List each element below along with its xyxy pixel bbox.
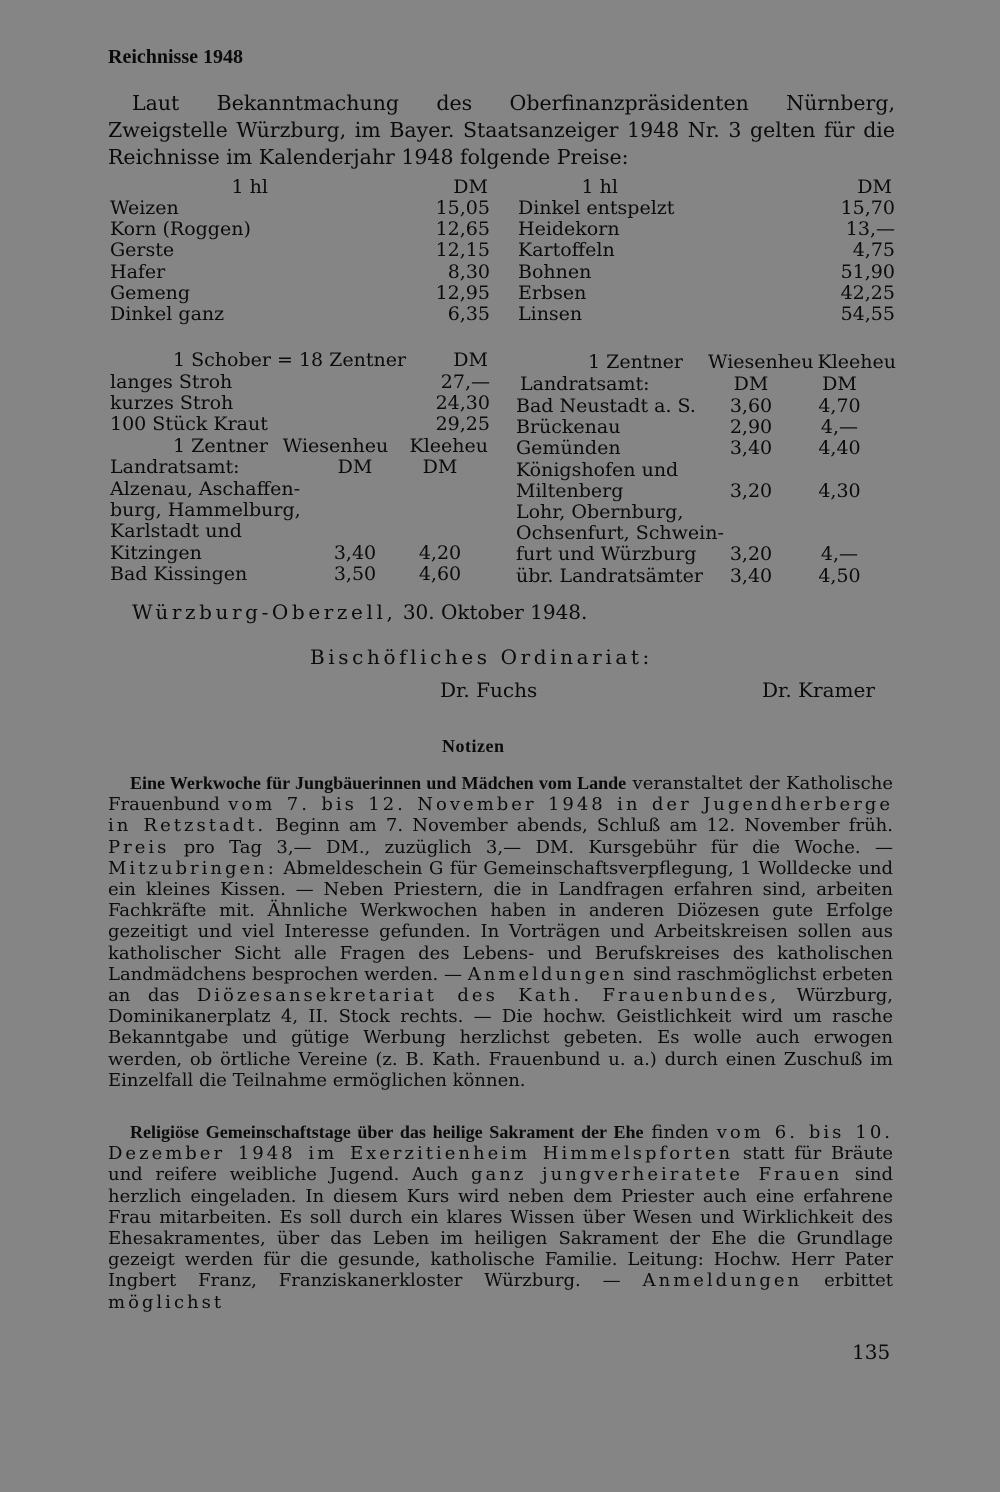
hay-right-header-cell: Wiesenheu xyxy=(708,351,814,373)
hay-right-cell: Ochsenfurt, Schwein- xyxy=(516,522,724,545)
grain-right-row xyxy=(518,198,895,219)
hay-left-cell: Bad Kissingen xyxy=(110,562,248,585)
hay-left-cell xyxy=(320,479,390,500)
straw-header-cell: DM xyxy=(453,349,488,371)
grain-left-cell: Weizen xyxy=(110,197,179,219)
straw-cell: kurzes Stroh xyxy=(110,392,234,415)
spaced-run: vom 7. bis 12. November 1948 in der Jugendherberge in Retzstadt. xyxy=(108,794,893,837)
hay-right-cell: Lohr, Obernburg, xyxy=(516,501,684,523)
hay-left-row xyxy=(110,564,490,585)
hay-right-row xyxy=(516,438,897,459)
dateline xyxy=(132,600,587,624)
straw-cell: langes Stroh xyxy=(110,371,233,393)
grain-right-cell: Erbsen xyxy=(518,281,587,304)
text-run: sind herzlich eingeladen. In diesem Kurs wird neben dem Priester auch eine erfahrene Frau mitarbeiten. Es soll durch ein klares Wissen über Wesen und Wirklichkeit des Ehesakramentes, über das Leben im heiligen Sakrament der Ehe die Grundlage gezeigt werden für die gesunde, katholische Familie. Leitung: Hochw. Herr Pater Ingbert Franz, Franziskanerkloster Würzburg. — xyxy=(108,1164,893,1292)
grain-right-cell: 13,— xyxy=(845,218,895,241)
hay-right-cell: Gemünden xyxy=(516,437,621,460)
hay-left-header2-row xyxy=(110,457,490,478)
hay-right-header-row xyxy=(518,352,896,373)
grain-left-cell: Korn (Roggen) xyxy=(110,218,251,241)
hay-right-row xyxy=(516,523,897,544)
dateline-date: 30. Oktober 1948. xyxy=(402,600,588,624)
spaced-run: Mitzubringen: xyxy=(108,857,277,879)
hay-right-cell: 3,60 xyxy=(729,395,773,417)
hay-left-header-cell: 1 Zentner xyxy=(173,435,269,457)
notice-gemeinschaftstage-title: Religiöse Gemeinschaftstage über das heilige Sakrament der Ehe xyxy=(130,1122,644,1142)
grain-left-cell: Gemeng xyxy=(110,281,191,304)
hay-left-header-cell xyxy=(108,436,173,457)
grain-right-cell: 4,75 xyxy=(852,239,895,262)
grain-right-row xyxy=(518,262,895,283)
spaced-run: Anmeldungen xyxy=(467,963,628,985)
grain-left-row xyxy=(110,219,490,240)
grain-right-cell: 51,90 xyxy=(840,260,895,283)
spaced-run: Diözesansekretariat des Kath. Frauenbundes, xyxy=(196,985,780,1007)
grain-left-header-cell: DM xyxy=(453,176,488,198)
hay-left-header-cell: Wiesenheu xyxy=(282,435,389,457)
straw-row xyxy=(110,414,490,435)
hay-right-row xyxy=(516,566,897,587)
hay-left-header-cell: Kleeheu xyxy=(409,435,488,457)
hay-left-row xyxy=(110,543,490,564)
text-run: Würzburg, Dominikanerplatz 4, II. Stock rechts. — Die hochw. Geistlichkeit wird um rasche Bekanntgabe und gütige Werbung herzlichst gebeten. Es wolle auch erwogen werden, ob örtliche Vereine (z. B. Kath. Frauenbund u. a.) durch einen Zuschuß im Einzelfall die Teilnahme ermöglichen können. xyxy=(108,985,893,1091)
hay-right-cell: Brückenau xyxy=(516,416,621,439)
hay-left-row xyxy=(110,521,490,542)
hay-right-row xyxy=(516,544,897,565)
grain-left-row xyxy=(110,262,490,283)
hay-left-row xyxy=(110,479,490,500)
hay-right-row xyxy=(516,417,897,438)
grain-left-cell: 6,35 xyxy=(447,303,490,325)
hay-right-cell: 3,40 xyxy=(729,564,773,587)
hay-left-header2-cell: DM xyxy=(422,456,458,478)
issuing-authority: Bischöfliches Ordinariat: xyxy=(310,645,653,669)
text-run: erbittet xyxy=(802,1270,893,1292)
hay-left-cell xyxy=(320,500,390,521)
spaced-run: möglichst xyxy=(108,1291,225,1313)
grain-right-cell: 42,25 xyxy=(840,281,895,304)
straw-row xyxy=(110,372,490,393)
hay-right-cell xyxy=(782,523,897,544)
hay-left-header-row xyxy=(108,436,488,457)
hay-right-cell: furt und Würzburg xyxy=(516,543,697,566)
hay-left-cell: 4,60 xyxy=(418,562,462,585)
text-run: pro Tag 3,— DM., zuzüglich 3,— DM. Kursgebühr für die Woche. — xyxy=(169,836,893,858)
signature-fuchs: Dr. Fuchs xyxy=(440,678,538,702)
hay-left-cell: burg, Hammelburg, xyxy=(110,499,301,522)
spaced-run: ganz jungverheiratete Frauen xyxy=(471,1164,843,1186)
hay-right-cell xyxy=(782,460,897,481)
straw-cell: 29,25 xyxy=(435,413,490,436)
text-run: veranstaltet der Katholische Frauenbund xyxy=(108,773,893,816)
grain-left-cell: Dinkel ganz xyxy=(110,303,225,325)
hay-right-row xyxy=(516,460,897,481)
text-run: finden xyxy=(643,1122,717,1143)
hay-right-header2-cell: DM xyxy=(822,373,857,395)
hay-right-cell xyxy=(720,502,782,523)
dateline-place: Würzburg-Oberzell, xyxy=(132,600,397,624)
hay-right-header-cell: Kleeheu xyxy=(817,351,896,373)
grain-left-cell: Hafer xyxy=(110,260,166,283)
notice-werkwoche-title: Eine Werkwoche für Jungbäuerinnen und Mädchen vom Lande xyxy=(130,773,627,793)
straw-cell: 100 Stück Kraut xyxy=(110,413,268,436)
grain-right-cell: 54,55 xyxy=(840,303,895,325)
grain-left-cell: 12,15 xyxy=(435,239,490,262)
hay-right-header2-cell: Landratsamt: xyxy=(520,373,650,395)
hay-left-cell: Karlstadt und xyxy=(110,520,242,543)
hay-left-cell: 3,50 xyxy=(333,562,377,585)
grain-right-row xyxy=(518,219,895,240)
hay-right-cell: 3,20 xyxy=(729,543,773,566)
hay-right-row xyxy=(516,502,897,523)
straw-header-row xyxy=(108,350,488,371)
text-run: Beginn am 7. November abends, Schluß am 12. November früh. xyxy=(266,815,893,837)
hay-right-cell xyxy=(720,523,782,544)
hay-right-cell: Bad Neustadt a. S. xyxy=(516,395,696,417)
hay-right-cell: 4,30 xyxy=(818,479,861,502)
grain-right-row xyxy=(518,283,895,304)
grain-left-header-cell: 1 hl xyxy=(231,176,268,198)
hay-right-header2-row xyxy=(520,374,897,395)
grain-right-row xyxy=(518,240,895,261)
grain-right-cell: Bohnen xyxy=(518,260,592,283)
hay-left-cell: 4,20 xyxy=(418,541,462,564)
straw-cell: 27,— xyxy=(440,371,490,393)
intro-paragraph: Laut Bekanntmachung des Oberfinanzpräsidenten Nürnberg, Zweigstelle Würzburg, im Bayer. Staatsanzeiger 1948 Nr. 3 gelten für die Reichnisse im Kalenderjahr 1948 folgende Preise: xyxy=(108,91,895,169)
straw-cell: 24,30 xyxy=(435,392,490,415)
straw-row xyxy=(110,393,490,414)
grain-right-cell: 15,70 xyxy=(840,197,895,219)
hay-right-cell: 2,90 xyxy=(729,416,773,439)
hay-left-header2-cell: DM xyxy=(337,456,373,478)
hay-right-cell xyxy=(720,460,782,481)
text-run: Abmeldeschein G für Gemeinschaftsverpflegung, 1 Wolldecke und ein kleines Kissen. — Neben Priestern, die in Landfragen erfahren sind, arbeiten Fachkräfte mit. Ähnliche Werkwochen haben in anderen Diözesen gute Erfolge gezeitigt und viel Interesse gefunden. In Vorträgen und Arbeitskreisen sollen aus katholischer Sicht alle Fragen des Lebens- und Berufskreises des katholischen Landmädchens besprochen werden. — xyxy=(108,857,893,985)
grain-left-cell: 12,65 xyxy=(435,218,490,241)
hay-right-cell: Miltenberg xyxy=(516,479,624,502)
hay-right-header2-cell: DM xyxy=(733,373,769,395)
hay-left-cell xyxy=(390,500,490,521)
hay-left-row xyxy=(110,500,490,521)
hay-right-cell xyxy=(782,502,897,523)
spaced-run: Anmeldungen xyxy=(642,1270,803,1292)
hay-right-cell: 3,20 xyxy=(729,479,773,502)
spaced-run: vom 6. bis 10. Dezember 1948 im Exerzitienheim Himmelspforten xyxy=(108,1122,893,1165)
section-heading: Reichnisse 1948 xyxy=(108,46,243,68)
grain-right-header-row xyxy=(518,177,892,198)
hay-right-cell: 4,70 xyxy=(818,395,861,417)
page-number: 135 xyxy=(852,1340,891,1364)
hay-right-header-cell xyxy=(518,352,588,373)
grain-left-cell: 12,95 xyxy=(435,281,490,304)
hay-right-cell: übr. Landratsämter xyxy=(516,564,703,587)
grain-left-cell: 8,30 xyxy=(447,260,490,283)
hay-right-row xyxy=(516,396,897,417)
hay-left-cell: Kitzingen xyxy=(110,541,202,564)
hay-left-header2-cell: Landratsamt: xyxy=(110,456,240,478)
grain-left-cell: 15,05 xyxy=(435,197,490,219)
text-run: statt für Bräute und reifere weibliche Jugend. Auch xyxy=(108,1143,893,1186)
grain-left-row xyxy=(110,198,490,219)
grain-left-row xyxy=(110,304,490,325)
hay-right-cell: 4,— xyxy=(820,543,859,566)
hay-left-cell xyxy=(390,479,490,500)
notice-werkwoche xyxy=(108,773,893,1091)
grain-right-header-cell: DM xyxy=(857,176,892,198)
grain-right-header-cell: 1 hl xyxy=(581,176,618,198)
grain-left-row xyxy=(110,283,490,304)
hay-right-cell: 3,40 xyxy=(729,437,773,460)
grain-right-cell: Kartoffeln xyxy=(518,239,615,262)
notizen-heading: Notizen xyxy=(442,736,505,756)
grain-right-row xyxy=(518,304,895,325)
hay-right-cell: Königshofen und xyxy=(516,458,679,481)
hay-right-cell: 4,— xyxy=(820,416,859,439)
hay-right-cell: 4,40 xyxy=(818,437,861,460)
text-run: sind raschmöglichst erbeten an das xyxy=(108,963,893,1007)
hay-left-cell xyxy=(320,521,390,542)
hay-right-cell: 4,50 xyxy=(818,564,861,587)
hay-right-row xyxy=(516,481,897,502)
hay-right-header-cell: 1 Zentner xyxy=(588,351,684,373)
grain-right-cell: Dinkel entspelzt xyxy=(518,197,675,219)
grain-left-header-cell xyxy=(108,177,168,198)
grain-left-cell: Gerste xyxy=(110,239,175,262)
straw-header-cell: 1 Schober = 18 Zentner xyxy=(173,349,407,371)
notice-gemeinschaftstage xyxy=(108,1122,893,1313)
signature-kramer: Dr. Kramer xyxy=(762,678,875,702)
grain-left-header-row xyxy=(108,177,488,198)
grain-right-cell: Heidekorn xyxy=(518,218,620,241)
straw-header-cell xyxy=(108,350,173,371)
grain-left-row xyxy=(110,240,490,261)
grain-right-cell: Linsen xyxy=(518,303,583,325)
spaced-run: Preis xyxy=(108,836,170,858)
hay-left-cell: 3,40 xyxy=(333,541,377,564)
hay-left-cell: Alzenau, Aschaffen- xyxy=(110,478,301,500)
hay-left-cell xyxy=(390,521,490,542)
